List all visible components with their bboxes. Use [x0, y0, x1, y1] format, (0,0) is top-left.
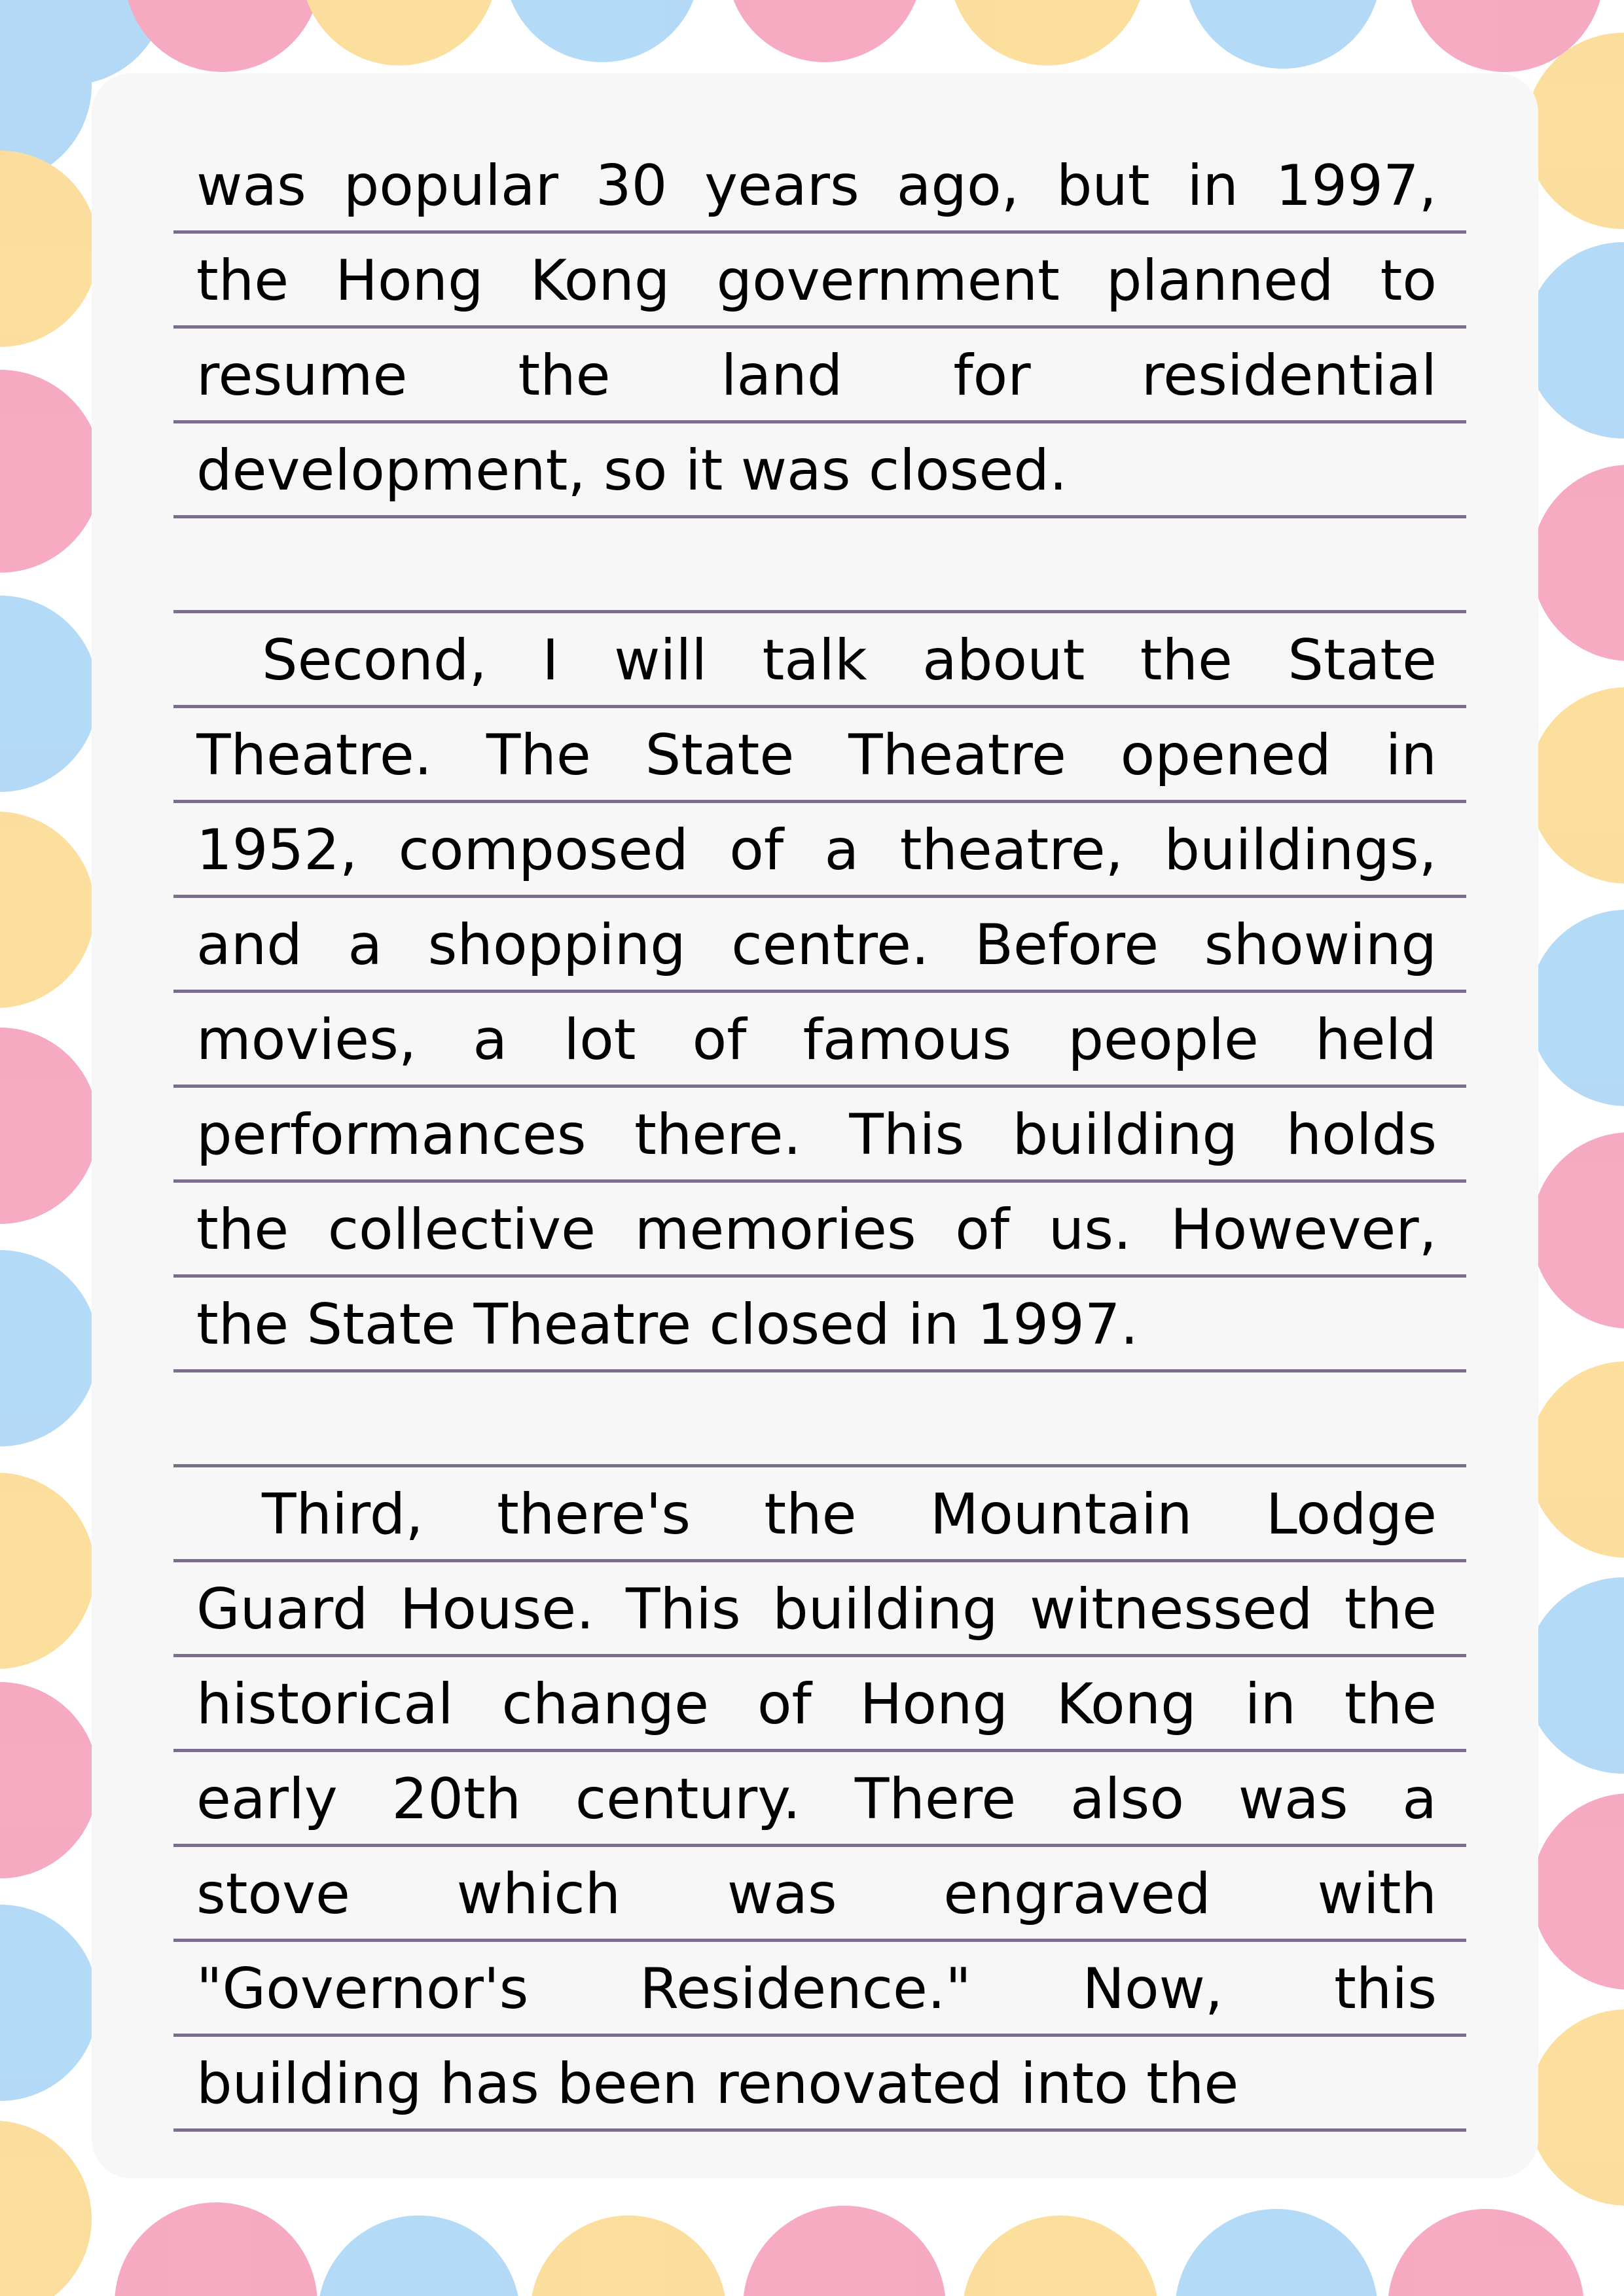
line-text: performances there. This building holds [196, 1102, 1437, 1168]
text-line [173, 1088, 1466, 1183]
text-line [173, 1942, 1466, 2037]
line-text: stove which was engraved with [196, 1861, 1437, 1927]
text-line [173, 2037, 1466, 2132]
line-text: the State Theatre closed in 1997. [196, 1292, 1138, 1357]
blank-line [173, 518, 1466, 613]
border-dot [0, 812, 95, 1008]
border-dot [530, 2215, 727, 2296]
text-line [173, 708, 1466, 803]
border-dot [0, 1473, 95, 1669]
line-text: historical change of Hong Kong in the [196, 1672, 1437, 1737]
border-dot [0, 151, 98, 347]
border-dot [962, 2215, 1159, 2296]
border-dot [124, 0, 321, 72]
text-line [173, 1183, 1466, 1278]
border-dot [1528, 687, 1624, 884]
border-dot [1532, 1132, 1624, 1329]
border-dot [949, 0, 1146, 65]
text-line [173, 613, 1466, 708]
border-dot [1185, 0, 1381, 69]
border-dot [1525, 1577, 1624, 1774]
text-line [173, 1562, 1466, 1657]
line-text: building has been renovated into the [196, 2051, 1239, 2117]
border-dot [0, 1905, 98, 2101]
border-dot [115, 2202, 317, 2296]
text-line [173, 234, 1466, 329]
border-dot [1388, 2209, 1584, 2296]
text-line [173, 1278, 1466, 1372]
text-line [173, 329, 1466, 423]
border-dot [504, 0, 700, 62]
border-dot [0, 370, 101, 573]
border-dot [1525, 242, 1624, 439]
border-dot [0, 1028, 98, 1224]
line-text: 1952, composed of a theatre, buildings, [196, 817, 1437, 883]
line-text: movies, a lot of famous people held [196, 1007, 1437, 1073]
line-text: the collective memories of us. However, [196, 1197, 1437, 1263]
line-text [196, 528, 1437, 603]
line-text [196, 1382, 1437, 1458]
text-line [173, 139, 1466, 234]
border-dot [301, 0, 497, 65]
text-line [173, 1847, 1466, 1942]
border-dot [0, 1682, 98, 1878]
border-dot [317, 2215, 520, 2296]
text-line [173, 1752, 1466, 1847]
line-text: resume the land for residential [196, 343, 1437, 408]
line-text: the Hong Kong government planned to [196, 248, 1437, 314]
line-text: Guard House. This building witnessed the [196, 1577, 1437, 1642]
border-dot [727, 0, 923, 62]
line-text: early 20th century. There also was a [196, 1767, 1437, 1832]
border-dot [0, 2121, 92, 2296]
ruled-text-area [173, 139, 1466, 2132]
line-text: Second, I will talk about the State [262, 628, 1437, 693]
border-dot [1175, 2209, 1378, 2296]
line-text: "Governor's Residence." Now, this [196, 1956, 1437, 2022]
text-line [173, 993, 1466, 1088]
line-text: Third, there's the Mountain Lodge [262, 1482, 1437, 1547]
line-text: Theatre. The State Theatre opened in [196, 723, 1437, 788]
border-dot [1532, 1793, 1624, 1990]
line-text: and a shopping centre. Before showing [196, 912, 1437, 978]
border-dot [743, 2206, 946, 2296]
blank-line [173, 1372, 1466, 1467]
text-line [173, 1467, 1466, 1562]
text-line [173, 898, 1466, 993]
border-dot [1528, 910, 1624, 1106]
border-dot [0, 1250, 98, 1446]
border-dot [0, 596, 98, 792]
line-text: was popular 30 years ago, but in 1997, [196, 153, 1437, 219]
border-dot [1532, 465, 1624, 661]
text-line [173, 423, 1466, 518]
text-line [173, 1657, 1466, 1752]
text-line [173, 803, 1466, 898]
border-dot [1528, 1361, 1624, 1558]
border-dot [1528, 2009, 1624, 2206]
line-text: development, so it was closed. [196, 438, 1068, 503]
